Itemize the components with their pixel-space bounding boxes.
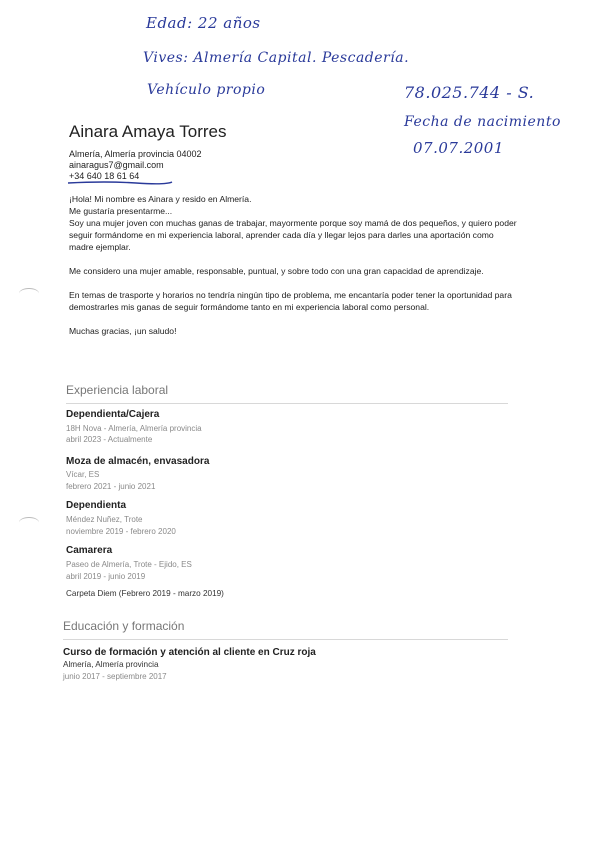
job-title-1: Dependienta/Cajera xyxy=(66,409,160,420)
intro-line-2: Me gustaría presentarme... xyxy=(69,206,173,216)
intro-paragraph-3: En temas de trasporte y horarios no tendría ningún tipo de problema, me encantaría poder tener la oportunidad para demostrarles mis ganas de seguir formándome tanto en mi experiencia laboral como personal. xyxy=(69,290,512,312)
job-dates-2: febrero 2021 - junio 2021 xyxy=(66,482,156,491)
job-company-3: Méndez Nuñez, Trote xyxy=(66,515,143,524)
binding-hole-top xyxy=(19,288,39,299)
job-dates-1: abril 2023 - Actualmente xyxy=(66,435,153,444)
handwritten-residence: Vives: Almería Capital. Pescadería. xyxy=(143,50,410,66)
handwritten-vehicle: Vehículo propio xyxy=(147,82,266,98)
binding-hole-bottom xyxy=(19,517,39,528)
intro-line-1: ¡Hola! Mi nombre es Ainara y resido en Almería. xyxy=(69,194,252,204)
education-location: Almería, Almería provincia xyxy=(63,660,159,669)
job-company-4: Paseo de Almería, Trote - Ejido, ES xyxy=(66,560,192,569)
section-divider-education xyxy=(63,639,508,640)
intro-closing: Muchas gracias, ¡un saludo! xyxy=(69,326,177,336)
handwritten-birth-date: 07.07.2001 xyxy=(413,139,504,157)
job-title-3: Dependienta xyxy=(66,500,127,511)
handwritten-id-number: 78.025.744 - S. xyxy=(404,83,535,102)
education-dates: junio 2017 - septiembre 2017 xyxy=(63,672,167,681)
extra-experience: Carpeta Diem (Febrero 2019 - marzo 2019) xyxy=(66,589,224,598)
handwritten-birth-label: Fecha de nacimiento xyxy=(404,114,561,130)
address: Almería, Almería provincia 04002 xyxy=(69,149,202,159)
intro-paragraph-2: Me considero una mujer amable, responsable, puntual, y sobre todo con una gran capacidad de aprendizaje. xyxy=(69,266,484,276)
intro-paragraph-1: Soy una mujer joven con muchas ganas de trabajar, mayormente porque soy mamá de dos pequeños, y quiero poder seguir formándome en mi experiencia laboral, aprender cada día y llegar lejos para darles una aportación como madre ejemplar. xyxy=(69,218,517,252)
phone: +34 640 18 61 64 xyxy=(69,171,140,181)
handwritten-age: Edad: 22 años xyxy=(146,14,261,32)
job-dates-4: abril 2019 - junio 2019 xyxy=(66,572,146,581)
job-company-1: 18H Nova - Almería, Almería provincia xyxy=(66,424,202,433)
handwritten-underline xyxy=(66,178,176,188)
email[interactable]: ainaragus7@gmail.com xyxy=(69,160,164,170)
section-title-experience: Experiencia laboral xyxy=(66,383,169,397)
job-title-2: Moza de almacén, envasadora xyxy=(66,456,210,467)
job-dates-3: noviembre 2019 - febrero 2020 xyxy=(66,527,176,536)
section-divider-experience xyxy=(66,403,508,404)
education-course: Curso de formación y atención al cliente en Cruz roja xyxy=(63,647,316,658)
intro-text xyxy=(69,193,519,337)
job-title-4: Camarera xyxy=(66,545,113,556)
section-title-education: Educación y formación xyxy=(63,619,185,633)
candidate-name: Ainara Amaya Torres xyxy=(69,122,227,141)
job-company-2: Vícar, ES xyxy=(66,470,100,479)
